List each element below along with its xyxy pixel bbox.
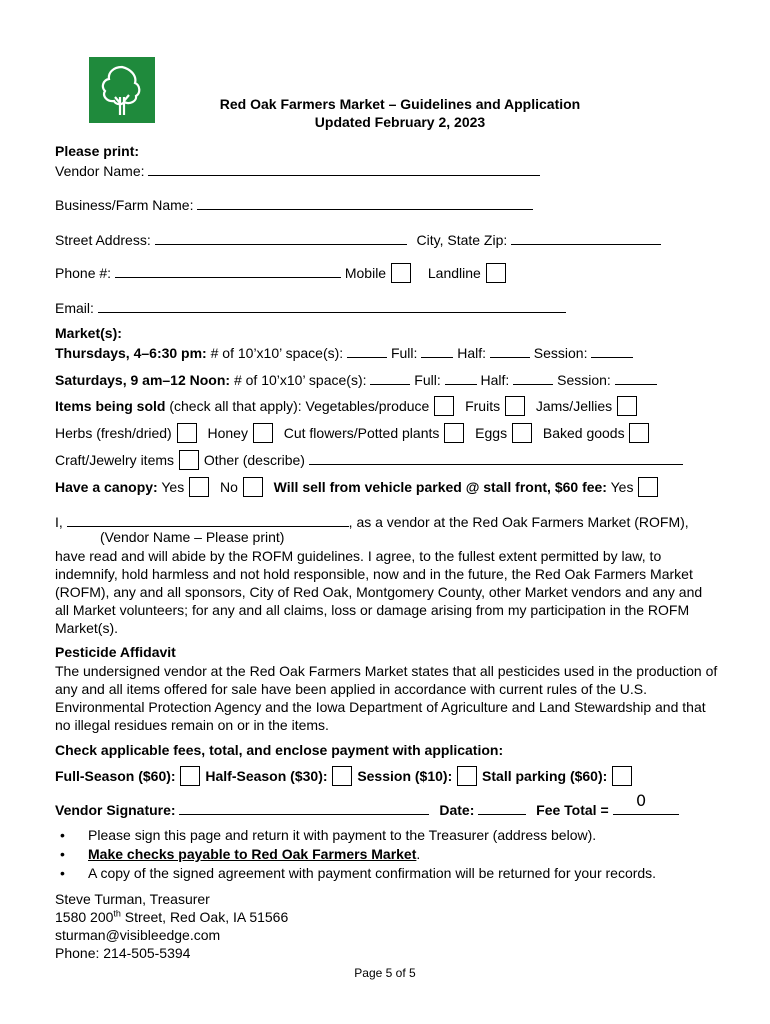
affidavit-body: The undersigned vendor at the Red Oak Farmers Market states that all pesticides used in the production of any and all items offered for sale have been applied in accordance with current rules of the U.S. Environmental Protection Agency and the Iowa Department of Agriculture and Land Stewardship and that no illegal residues remain on or in the items. xyxy=(55,663,718,733)
baked-checkbox[interactable] xyxy=(629,423,649,443)
phone-row xyxy=(55,263,507,283)
date-field[interactable] xyxy=(478,800,526,815)
baked-label: Baked goods xyxy=(542,425,625,441)
mobile-checkbox[interactable] xyxy=(391,263,411,283)
fees-row xyxy=(55,766,633,786)
saturday-spaces-label: # of 10’x10’ space(s): xyxy=(233,372,367,388)
market-logo xyxy=(89,57,155,123)
saturday-full-label: Full: xyxy=(414,372,441,388)
jams-label: Jams/Jellies xyxy=(535,398,613,414)
bullet-2-text: Make checks payable to Red Oak Farmers Market xyxy=(88,846,417,862)
signature-row xyxy=(55,800,679,819)
bullet-1-text: Please sign this page and return it with payment to the Treasurer (address below). xyxy=(88,827,597,843)
craft-label: Craft/Jewelry items xyxy=(55,452,175,468)
stall-parking-label: Stall parking ($60): xyxy=(482,768,608,784)
honey-label: Honey xyxy=(207,425,248,441)
thursday-label: Thursdays, 4–6:30 pm: xyxy=(55,345,207,361)
agreement-body: have read and will abide by the ROFM guidelines. I agree, to the fullest extent permitted by law, to indemnify, hold harmless and not hold responsible, now and in the future, the Red Oak Farmers Market (ROFM), any and all sponsors, City of Red Oak, Montgomery County, other Market vendors and any and all Market volunteers; for any and all claims, loss or damage arising from my participation in the ROFM Market(s). xyxy=(55,548,703,636)
canopy-yes-checkbox[interactable] xyxy=(189,477,209,497)
flowers-label: Cut flowers/Potted plants xyxy=(283,425,440,441)
herbs-checkbox[interactable] xyxy=(177,423,197,443)
vehicle-yes-label: Yes xyxy=(610,479,634,495)
document-title xyxy=(180,95,620,131)
treasurer-street xyxy=(55,909,288,926)
email-label: Email: xyxy=(55,300,94,316)
other-label: Other (describe) xyxy=(203,452,305,468)
canopy-yes-label: Yes xyxy=(161,479,185,495)
city-state-zip-label: City, State Zip: xyxy=(416,232,508,248)
mobile-label: Mobile xyxy=(344,265,387,281)
bullet-3-text: A copy of the signed agreement with payment confirmation will be returned for your records. xyxy=(88,865,657,881)
session-fee-label: Session ($10): xyxy=(357,768,453,784)
eggs-checkbox[interactable] xyxy=(512,423,532,443)
title-updated: Updated February 2, 2023 xyxy=(314,114,486,130)
thursday-spaces-field[interactable] xyxy=(347,343,387,358)
honey-checkbox[interactable] xyxy=(253,423,273,443)
thursday-half-field[interactable] xyxy=(490,343,530,358)
tree-icon xyxy=(89,57,155,123)
saturday-label: Saturdays, 9 am–12 Noon: xyxy=(55,372,231,388)
herbs-label: Herbs (fresh/dried) xyxy=(55,425,172,441)
thursday-full-field[interactable] xyxy=(421,343,453,358)
bullet-dot-icon: • xyxy=(60,865,65,881)
agreement-i: I, xyxy=(55,514,63,530)
email-field[interactable] xyxy=(98,298,566,313)
street-suffix: th xyxy=(113,908,121,919)
craft-checkbox[interactable] xyxy=(179,450,199,470)
street-number: 1580 200 xyxy=(55,909,114,925)
full-season-checkbox[interactable] xyxy=(180,766,200,786)
saturday-session-field[interactable] xyxy=(615,370,657,385)
please-print-label: Please print: xyxy=(55,143,140,159)
business-name-field[interactable] xyxy=(197,195,533,210)
thursday-row xyxy=(55,343,633,362)
half-season-label: Half-Season ($30): xyxy=(205,768,328,784)
treasurer-email: sturman@visibleedge.com xyxy=(55,927,221,943)
items-label: Items being sold xyxy=(55,398,166,414)
vendor-name-row xyxy=(55,161,540,180)
signature-field[interactable] xyxy=(179,800,429,815)
title-main: Red Oak Farmers Market – Guidelines and Application xyxy=(219,96,581,112)
jams-checkbox[interactable] xyxy=(617,396,637,416)
items-row-1 xyxy=(55,396,638,416)
thursday-full-label: Full: xyxy=(390,345,418,361)
canopy-label: Have a canopy: xyxy=(55,479,158,495)
business-name-row xyxy=(55,195,533,214)
vendor-name-label: Vendor Name: xyxy=(55,163,145,179)
markets-heading: Market(s): xyxy=(55,325,122,341)
thursday-spaces-label: # of 10’x10’ space(s): xyxy=(210,345,344,361)
canopy-row xyxy=(55,477,659,497)
saturday-session-label: Session: xyxy=(557,372,611,388)
saturday-spaces-field[interactable] xyxy=(370,370,410,385)
fees-heading: Check applicable fees, total, and enclose payment with application: xyxy=(55,742,504,758)
eggs-label: Eggs xyxy=(475,425,508,441)
agreement-vendor-field[interactable] xyxy=(67,512,349,527)
fruits-checkbox[interactable] xyxy=(505,396,525,416)
fee-total-value: 0 xyxy=(636,791,647,810)
affidavit-heading: Pesticide Affidavit xyxy=(55,644,176,660)
stall-parking-checkbox[interactable] xyxy=(612,766,632,786)
vehicle-label: Will sell from vehicle parked @ stall front, $60 fee: xyxy=(273,479,607,495)
other-field[interactable] xyxy=(309,450,683,465)
saturday-row xyxy=(55,370,657,389)
street-address-label: Street Address: xyxy=(55,232,151,248)
half-season-checkbox[interactable] xyxy=(332,766,352,786)
signature-label: Vendor Signature: xyxy=(55,802,176,818)
treasurer-name: Steve Turman, Treasurer xyxy=(55,891,210,907)
thursday-session-field[interactable] xyxy=(591,343,633,358)
canopy-no-checkbox[interactable] xyxy=(243,477,263,497)
thursday-session-label: Session: xyxy=(533,345,588,361)
agreement-vendor-text: , as a vendor at the Red Oak Farmers Market (ROFM), xyxy=(348,514,689,530)
saturday-half-field[interactable] xyxy=(513,370,553,385)
items-row-3 xyxy=(55,450,683,470)
items-row-2 xyxy=(55,423,650,443)
business-name-label: Business/Farm Name: xyxy=(55,197,194,213)
city-state-zip-field[interactable] xyxy=(511,230,661,245)
phone-field[interactable] xyxy=(115,263,341,278)
session-fee-checkbox[interactable] xyxy=(457,766,477,786)
vendor-name-field[interactable] xyxy=(148,161,540,176)
treasurer-phone: Phone: 214-505-5394 xyxy=(55,945,191,961)
saturday-full-field[interactable] xyxy=(445,370,477,385)
phone-label: Phone #: xyxy=(55,265,112,281)
bullet-dot-icon: • xyxy=(60,827,65,843)
fruits-label: Fruits xyxy=(465,398,501,414)
address-row xyxy=(55,230,661,249)
email-row xyxy=(55,298,566,317)
full-season-label: Full-Season ($60): xyxy=(55,768,176,784)
vehicle-yes-checkbox[interactable] xyxy=(638,477,658,497)
page-number: Page 5 of 5 xyxy=(354,966,416,980)
vegetables-checkbox[interactable] xyxy=(434,396,454,416)
agreement-caption: (Vendor Name – Please print) xyxy=(100,529,285,545)
street-address-field[interactable] xyxy=(155,230,407,245)
landline-checkbox[interactable] xyxy=(486,263,506,283)
flowers-checkbox[interactable] xyxy=(444,423,464,443)
fee-total-label: Fee Total = xyxy=(536,802,609,818)
items-note: (check all that apply): Vegetables/produce xyxy=(169,398,430,414)
street-rest: Street, Red Oak, IA 51566 xyxy=(120,909,289,925)
bullet-2-suffix: . xyxy=(416,846,421,862)
canopy-no-label: No xyxy=(219,479,238,495)
bullet-3 xyxy=(60,865,656,882)
date-label: Date: xyxy=(439,802,475,818)
bullet-2 xyxy=(60,846,420,863)
landline-label: Landline xyxy=(427,265,481,281)
saturday-half-label: Half: xyxy=(480,372,510,388)
bullet-dot-icon: • xyxy=(60,846,65,862)
bullet-1 xyxy=(60,827,596,844)
thursday-half-label: Half: xyxy=(457,345,486,361)
